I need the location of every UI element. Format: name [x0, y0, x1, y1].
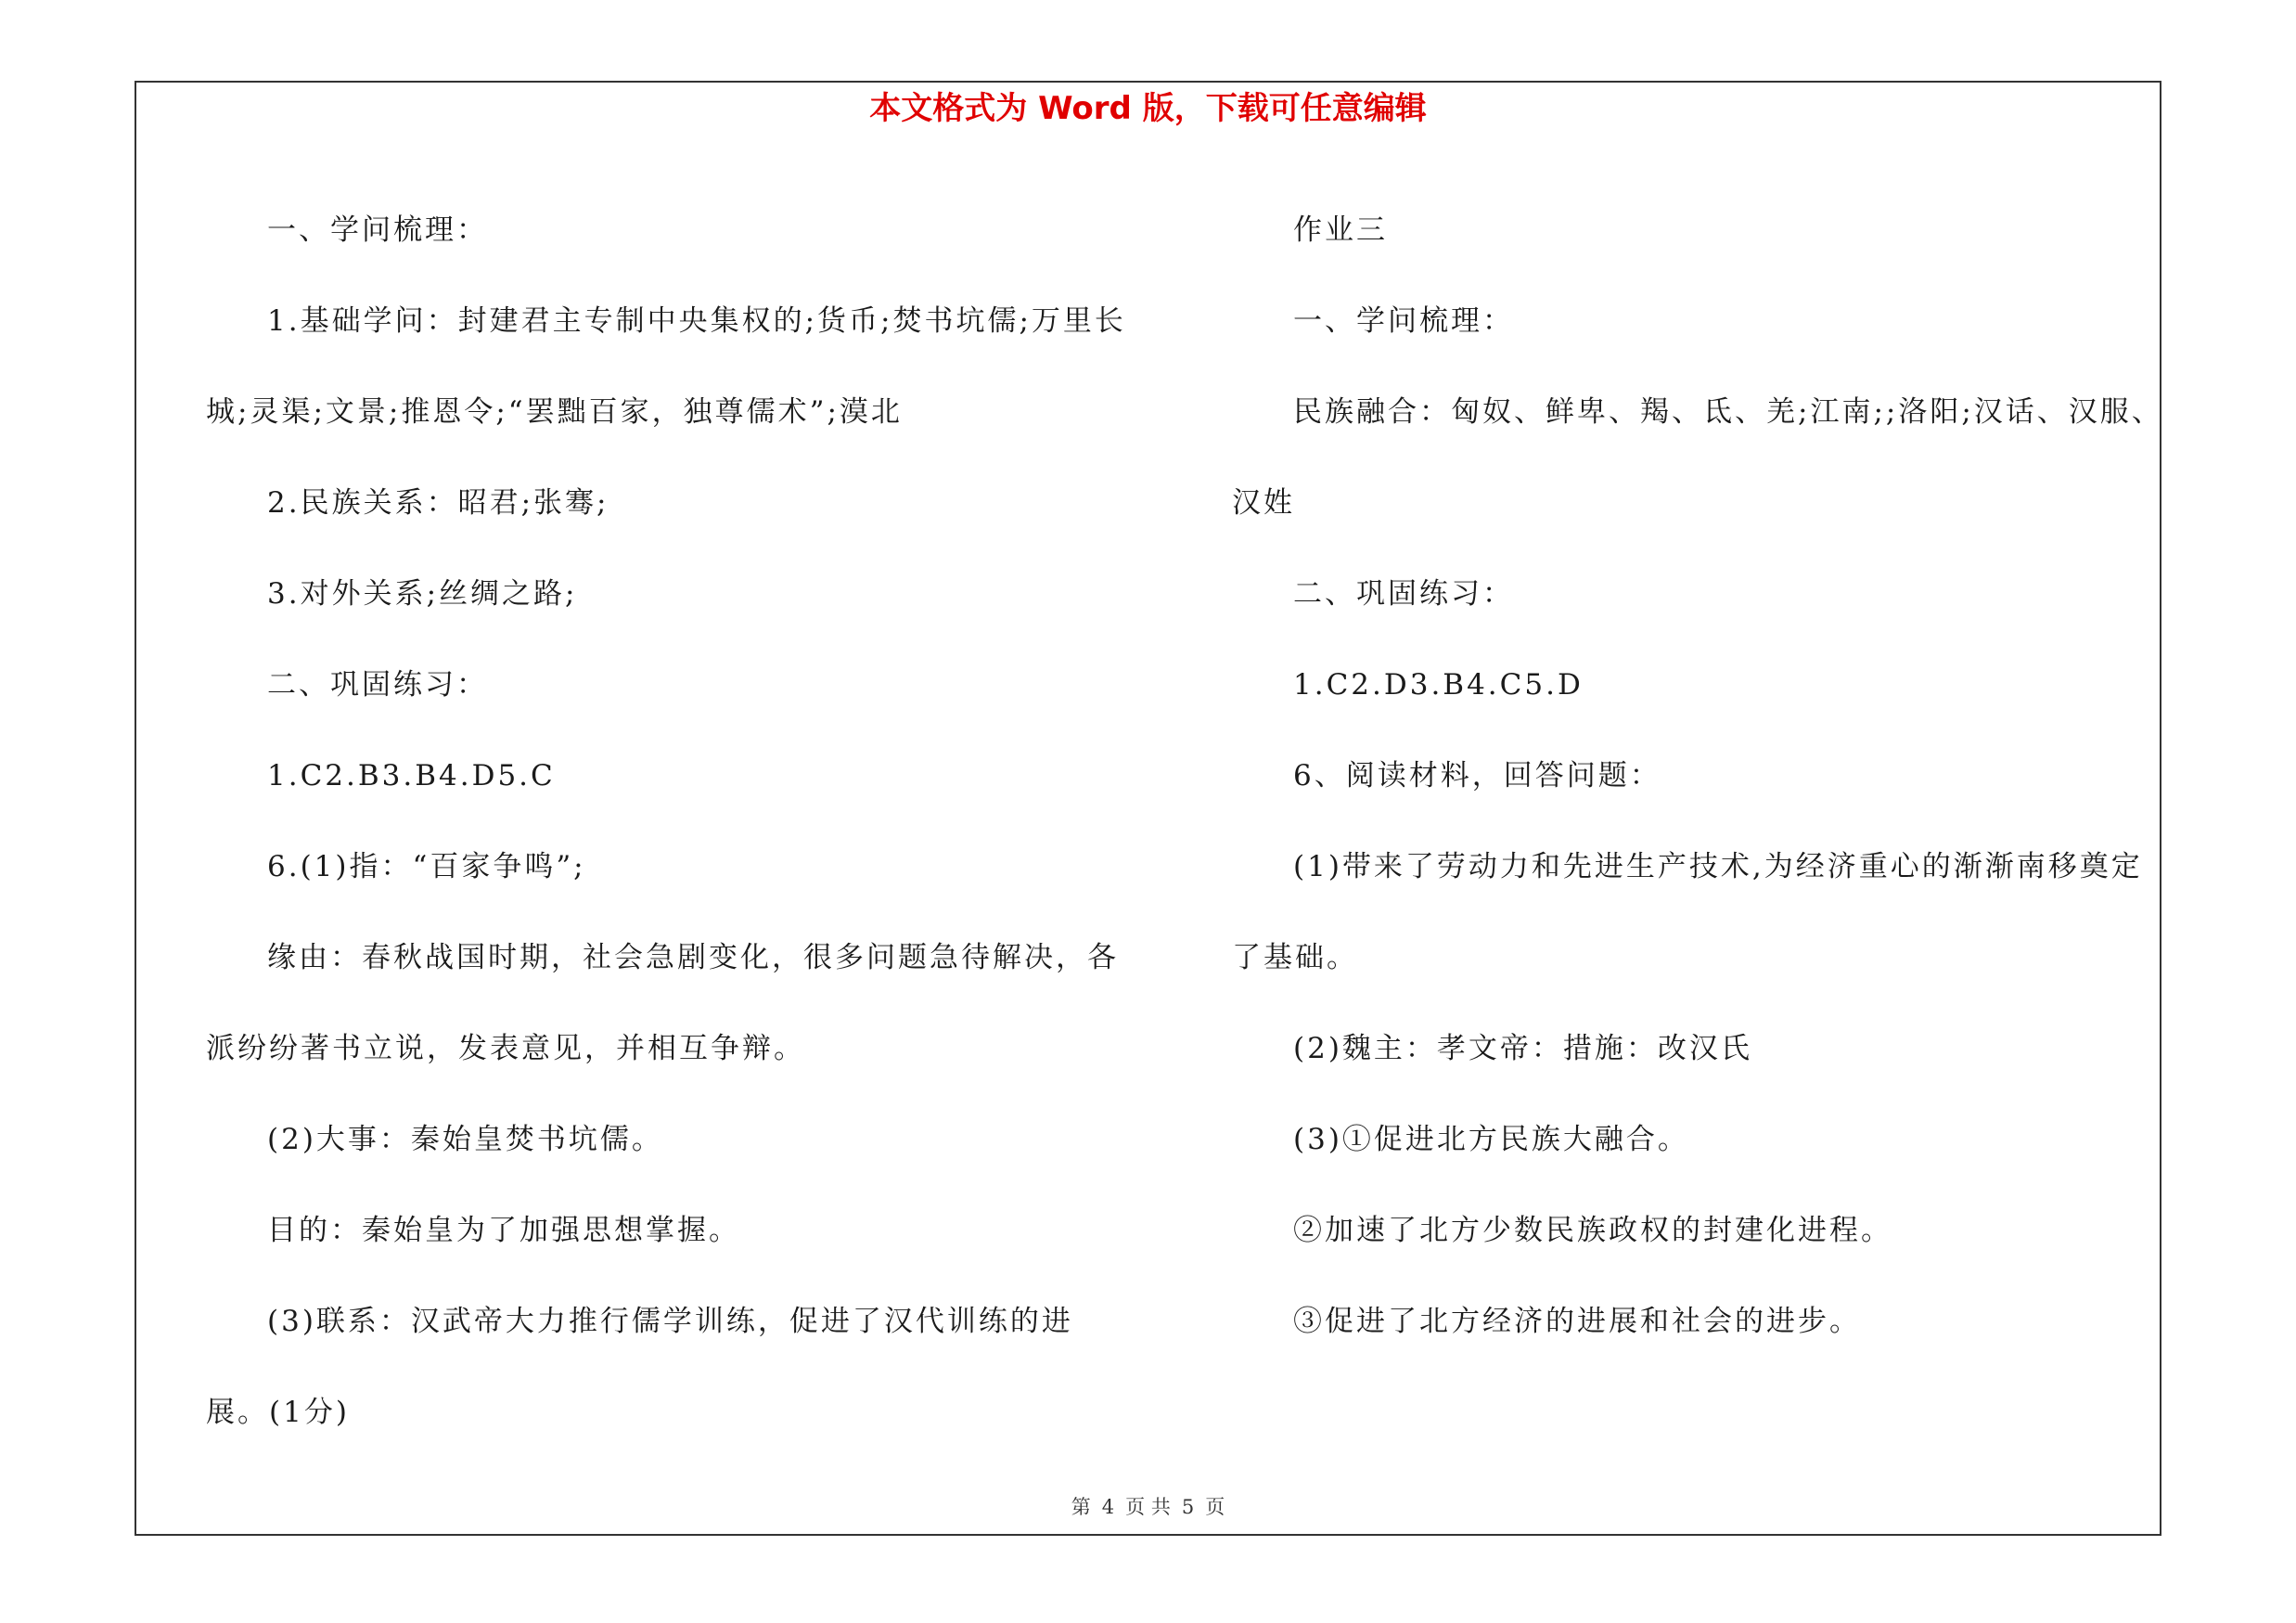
left-paragraph: 一、学问梳理： — [267, 213, 488, 247]
footer-suffix: 页 — [1205, 1496, 1225, 1518]
left-paragraph: (2)大事：秦始皇焚书坑儒。 — [267, 1123, 663, 1156]
left-paragraph: 目的：秦始皇为了加强思想掌握。 — [267, 1214, 740, 1247]
page-number-footer — [0, 1494, 2296, 1520]
footer-middle: 页 共 — [1125, 1496, 1171, 1518]
format-banner: 本文格式为 Word 版，下载可任意编辑 — [869, 90, 1427, 127]
right-paragraph: 作业三 — [1293, 213, 1388, 247]
right-paragraph: 6、阅读材料，回答问题： — [1293, 759, 1661, 792]
total-page-number: 5 — [1181, 1496, 1195, 1518]
right-paragraph: (3)①促进北方民族大融合。 — [1293, 1123, 1689, 1156]
left-paragraph: 2.民族关系：昭君;张骞; — [267, 486, 609, 520]
left-paragraph: 6.(1)指：“百家争鸣”; — [267, 850, 586, 883]
right-column — [1232, 185, 2169, 1367]
right-paragraph: 一、学问梳理： — [1293, 304, 1514, 338]
right-paragraph: 1.C2.D3.B4.C5.D — [1293, 668, 1584, 702]
current-page-number: 4 — [1101, 1496, 1115, 1518]
left-column — [206, 185, 1134, 1458]
right-paragraph: (1)带来了劳动力和先进生产技术,为经济重心的渐渐南移奠定了基础。 — [1232, 850, 2143, 974]
right-paragraph: 二、巩固练习： — [1293, 577, 1514, 611]
left-paragraph: 二、巩固练习： — [267, 668, 488, 702]
left-paragraph: 缘由：春秋战国时期，社会急剧变化，很多问题急待解决，各派纷纷著书立说，发表意见，并相互争辩。 — [206, 941, 1119, 1065]
right-paragraph: (2)魏主：孝文帝：措施：改汉氏 — [1293, 1032, 1752, 1065]
right-paragraph: ③促进了北方经济的进展和社会的进步。 — [1293, 1305, 1861, 1338]
right-paragraph: ②加速了北方少数民族政权的封建化进程。 — [1293, 1214, 1892, 1247]
footer-prefix: 第 — [1071, 1496, 1091, 1518]
left-paragraph: 1.基础学问：封建君主专制中央集权的;货币;焚书坑儒;万里长城;灵渠;文景;推恩令;“罢黜百家，独尊儒术”;漠北 — [206, 304, 1126, 429]
left-paragraph: 1.C2.B3.B4.D5.C — [267, 759, 556, 792]
left-paragraph: 3.对外关系;丝绸之路; — [267, 577, 578, 611]
left-paragraph: (3)联系：汉武帝大力推行儒学训练，促进了汉代训练的进展。(1分) — [206, 1305, 1073, 1429]
right-paragraph: 民族融合：匈奴、鲜卑、羯、氐、羌;江南;;洛阳;汉话、汉服、汉姓 — [1232, 395, 2163, 520]
